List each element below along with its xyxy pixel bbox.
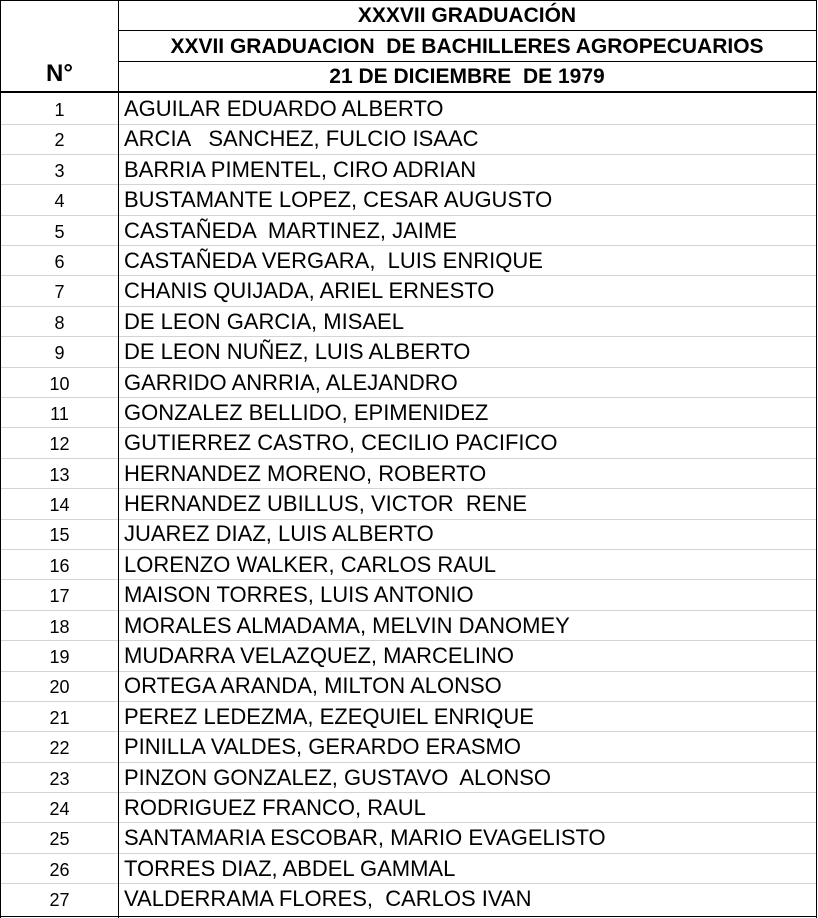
graduate-number: 5 xyxy=(54,221,65,242)
table-row xyxy=(0,94,818,124)
graduate-name: PINZON GONZALEZ, GUSTAVO ALONSO xyxy=(124,764,552,790)
graduate-number: 9 xyxy=(54,343,65,364)
table-row xyxy=(0,337,818,367)
table-row xyxy=(0,519,818,549)
table-row xyxy=(0,216,818,246)
graduate-name: RODRIGUEZ FRANCO, RAUL xyxy=(124,794,426,820)
graduate-name: AGUILAR EDUARDO ALBERTO xyxy=(124,96,444,121)
graduate-name: MUDARRA VELAZQUEZ, MARCELINO xyxy=(124,643,514,669)
graduate-name: SANTAMARIA ESCOBAR, MARIO EVAGELISTO xyxy=(124,825,606,851)
graduate-name: PINILLA VALDES, GERARDO ERASMO xyxy=(124,734,521,760)
graduate-name: BUSTAMANTE LOPEZ, CESAR AUGUSTO xyxy=(124,187,553,213)
graduate-name: ORTEGA ARANDA, MILTON ALONSO xyxy=(124,673,502,699)
graduate-name: DE LEON NUÑEZ, LUIS ALBERTO xyxy=(124,339,471,365)
graduate-number: 23 xyxy=(49,768,70,789)
graduate-number: 22 xyxy=(49,738,70,759)
graduate-number: 25 xyxy=(49,829,70,850)
graduate-number: 10 xyxy=(49,373,70,394)
graduate-number: 1 xyxy=(54,100,65,120)
table-row xyxy=(0,793,818,823)
table-row xyxy=(0,641,818,671)
graduation-subtitle: XXVII GRADUACION DE BACHILLERES AGROPECUARIOS xyxy=(170,35,764,58)
table-row xyxy=(0,611,818,641)
table-row xyxy=(0,307,818,337)
graduate-name: CHANIS QUIJADA, ARIEL ERNESTO xyxy=(124,278,495,304)
graduate-number: 24 xyxy=(49,798,70,819)
table-row xyxy=(0,823,818,853)
table-row xyxy=(0,246,818,276)
graduate-number: 17 xyxy=(49,586,70,607)
table-row xyxy=(0,459,818,489)
table-row xyxy=(0,428,818,458)
graduate-name: HERNANDEZ UBILLUS, VICTOR RENE xyxy=(124,491,528,517)
graduate-name: GONZALEZ BELLIDO, EPIMENIDEZ xyxy=(124,399,489,425)
table-row xyxy=(0,580,818,610)
table-row xyxy=(0,671,818,701)
table-row xyxy=(0,884,818,914)
graduate-number: 12 xyxy=(49,434,70,455)
graduate-number: 18 xyxy=(49,616,70,637)
graduate-name: GARRIDO ANRRIA, ALEJANDRO xyxy=(124,369,458,395)
graduate-name: MAISON TORRES, LUIS ANTONIO xyxy=(124,582,474,608)
table-row xyxy=(0,368,818,398)
graduate-name: LORENZO WALKER, CARLOS RAUL xyxy=(124,551,497,577)
table-row xyxy=(0,155,818,185)
graduate-name: BARRIA PIMENTEL, CIRO ADRIAN xyxy=(124,156,477,182)
graduate-number: 3 xyxy=(54,160,65,181)
graduate-name: ARCIA SANCHEZ, FULCIO ISAAC xyxy=(124,126,479,152)
graduation-title: XXXVII GRADUACIÓN xyxy=(357,4,577,27)
graduate-number: 4 xyxy=(54,191,65,212)
graduate-number: 11 xyxy=(50,403,69,424)
graduate-name: DE LEON GARCIA, MISAEL xyxy=(124,308,404,334)
graduate-name: GUTIERREZ CASTRO, CECILIO PACIFICO xyxy=(124,430,558,456)
graduate-name: MORALES ALMADAMA, MELVIN DANOMEY xyxy=(124,612,570,638)
graduate-number: 14 xyxy=(49,495,70,516)
table-row xyxy=(0,702,818,732)
graduate-name: TORRES DIAZ, ABDEL GAMMAL xyxy=(124,855,456,881)
table-row xyxy=(0,489,818,519)
graduate-number: 8 xyxy=(54,312,65,333)
graduate-number: 6 xyxy=(54,251,65,272)
graduate-number: 19 xyxy=(49,647,70,668)
graduate-number: 7 xyxy=(54,282,65,303)
table-row xyxy=(0,276,818,306)
graduates-list xyxy=(0,94,818,915)
graduation-date: 21 DE DICIEMBRE DE 1979 xyxy=(329,65,605,88)
graduate-number: 2 xyxy=(54,130,65,151)
table-row xyxy=(0,398,818,428)
table-row xyxy=(0,550,818,580)
graduate-name: HERNANDEZ MORENO, ROBERTO xyxy=(124,460,487,486)
graduate-number: 13 xyxy=(49,464,70,485)
number-column-header: N° xyxy=(46,60,73,87)
graduate-number: 27 xyxy=(49,890,70,911)
table-row xyxy=(0,732,818,762)
graduate-number: 16 xyxy=(49,555,70,576)
graduate-number: 15 xyxy=(49,525,70,546)
graduate-number: 21 xyxy=(49,707,70,728)
bottom-border xyxy=(0,916,817,917)
table-row xyxy=(0,185,818,215)
graduate-name: CASTAÑEDA VERGARA, LUIS ENRIQUE xyxy=(124,247,543,273)
table-row xyxy=(0,854,818,884)
table-row xyxy=(0,124,818,154)
graduate-name: VALDERRAMA FLORES, CARLOS IVAN xyxy=(124,886,532,912)
table-row xyxy=(0,763,818,793)
graduate-name: JUAREZ DIAZ, LUIS ALBERTO xyxy=(124,521,434,547)
graduate-number: 20 xyxy=(49,677,70,698)
graduate-name: PEREZ LEDEZMA, EZEQUIEL ENRIQUE xyxy=(124,703,534,729)
graduate-number: 26 xyxy=(49,859,70,880)
graduate-name: CASTAÑEDA MARTINEZ, JAIME xyxy=(124,217,457,243)
